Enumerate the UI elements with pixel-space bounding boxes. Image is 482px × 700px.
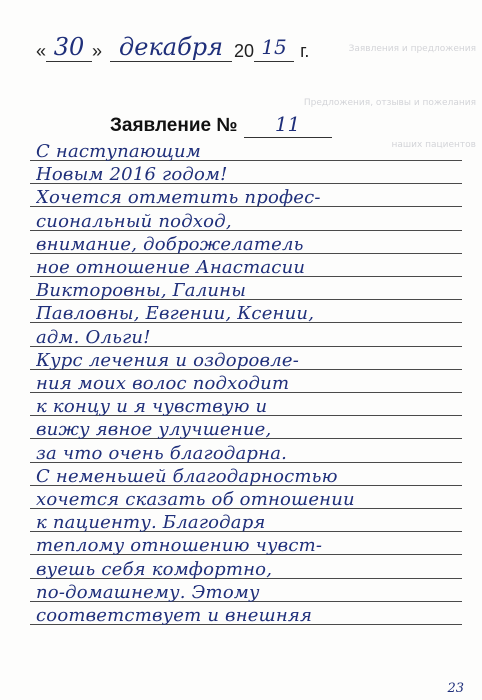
handwritten-line: Курс лечения и оздоровле- [36, 349, 299, 371]
date-row [36, 28, 309, 62]
bleed-through-text: Предложения, отзывы и пожелания [303, 98, 476, 108]
handwritten-line: Викторовны, Галины [36, 280, 247, 302]
handwritten-line: теплому отношению чувст- [36, 535, 323, 557]
date-day: 30 [46, 33, 92, 62]
handwritten-line: С неменьшей благодарностью [36, 465, 338, 487]
handwritten-line: хочется сказать об отношении [36, 489, 355, 510]
handwritten-line: С наступающим [36, 141, 201, 162]
handwritten-line: Новым 2016 годом! [36, 164, 228, 186]
handwritten-line: ное отношение Анастасии [36, 257, 306, 278]
handwritten-line: соответствует и внешняя [36, 605, 313, 626]
date-close-quote: » [92, 41, 103, 61]
handwritten-line: сиональный подход, [36, 210, 232, 232]
handwritten-line: за что очень благодарна. [36, 442, 288, 464]
application-title: Заявление № [110, 115, 238, 136]
page-number: 23 [447, 681, 464, 696]
handwritten-line: вуешь себя комфортно, [36, 558, 273, 580]
handwritten-line: ния моих волос подходит [36, 373, 290, 394]
date-year-abbr: г. [300, 41, 310, 61]
date-open-quote: « [36, 41, 47, 61]
bleed-through-text: наших пациентов [391, 140, 476, 150]
handwritten-line: адм. Ольги! [36, 326, 151, 348]
date-year-suffix: 15 [254, 33, 294, 62]
handwritten-line: Хочется отметить профес- [36, 187, 321, 209]
application-number: 11 [244, 111, 332, 138]
handwritten-line: по-домашнему. Этому [36, 581, 260, 603]
handwritten-line: вижу явное улучшение, [36, 419, 272, 441]
date-month: декабря [110, 33, 232, 62]
handwritten-line: внимание, доброжелатель [36, 233, 304, 255]
date-year-prefix: 20 [234, 41, 255, 61]
handwritten-line: к пациенту. Благодаря [36, 512, 266, 534]
handwritten-line: к концу и я чувствую и [36, 396, 268, 418]
application-heading [110, 104, 332, 138]
handwritten-line: Павловны, Евгении, Ксении, [36, 303, 315, 325]
bleed-through-text: Заявления и предложения [348, 44, 476, 54]
